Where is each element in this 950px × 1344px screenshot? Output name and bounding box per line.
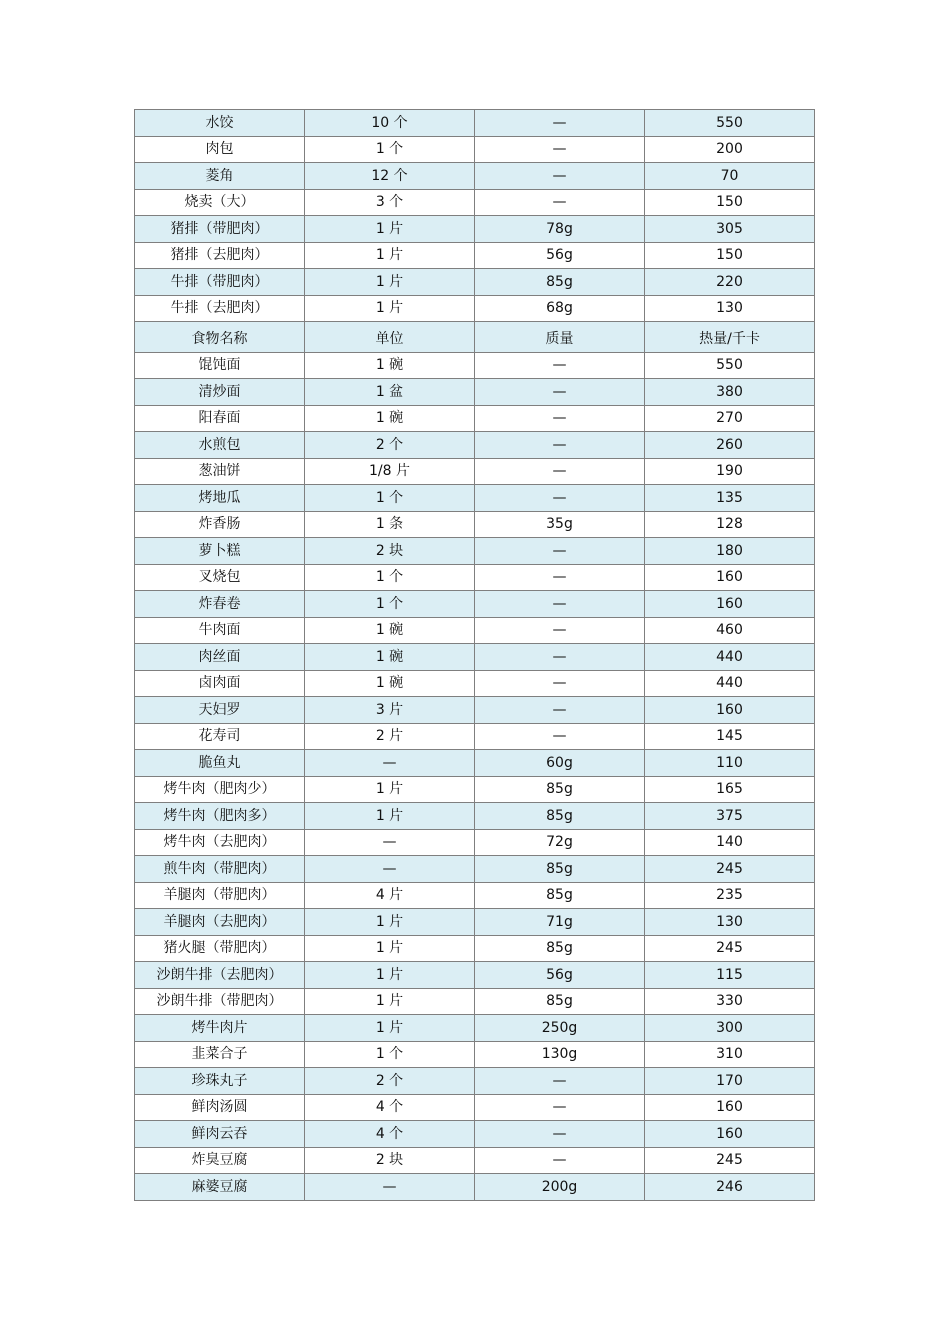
table-row [135, 216, 815, 243]
mass-cell: — [475, 352, 645, 379]
food-name-cell: 鲜肉汤圆 [135, 1094, 305, 1121]
table-row [135, 295, 815, 322]
food-name-cell: 沙朗牛排（带肥肉） [135, 988, 305, 1015]
unit-cell: — [305, 750, 475, 777]
mass-cell: — [475, 485, 645, 512]
food-name-cell: 馄饨面 [135, 352, 305, 379]
calorie-cell: 135 [645, 485, 815, 512]
mass-cell: — [475, 670, 645, 697]
mass-cell: — [475, 538, 645, 565]
food-name-cell: 烤牛肉（肥肉少） [135, 776, 305, 803]
column-header-unit: 单位 [305, 322, 475, 353]
table-row [135, 379, 815, 406]
table-row [135, 432, 815, 459]
food-name-cell: 猪排（带肥肉） [135, 216, 305, 243]
table-row [135, 617, 815, 644]
food-name-cell: 烤牛肉（肥肉多） [135, 803, 305, 830]
calorie-cell: 246 [645, 1174, 815, 1201]
calorie-cell: 180 [645, 538, 815, 565]
unit-cell: 10 个 [305, 110, 475, 137]
table-row [135, 935, 815, 962]
calorie-cell: 110 [645, 750, 815, 777]
mass-cell: — [475, 1068, 645, 1095]
table-row [135, 136, 815, 163]
mass-cell: 56g [475, 962, 645, 989]
column-header-kcal: 热量/千卡 [645, 322, 815, 353]
calorie-cell: 145 [645, 723, 815, 750]
calorie-cell: 190 [645, 458, 815, 485]
unit-cell: 1 碗 [305, 352, 475, 379]
food-name-cell: 麻婆豆腐 [135, 1174, 305, 1201]
calorie-cell: 245 [645, 856, 815, 883]
unit-cell: 1 个 [305, 591, 475, 618]
calorie-cell: 160 [645, 564, 815, 591]
calorie-cell: 130 [645, 295, 815, 322]
unit-cell: 1 片 [305, 803, 475, 830]
calorie-cell: 130 [645, 909, 815, 936]
table-row [135, 1147, 815, 1174]
calorie-cell: 140 [645, 829, 815, 856]
table-row [135, 352, 815, 379]
unit-cell: 1 片 [305, 295, 475, 322]
mass-cell: — [475, 136, 645, 163]
table-row [135, 163, 815, 190]
unit-cell: 1 碗 [305, 405, 475, 432]
unit-cell: 2 个 [305, 1068, 475, 1095]
calorie-cell: 550 [645, 352, 815, 379]
unit-cell: 1 碗 [305, 617, 475, 644]
mass-cell: — [475, 379, 645, 406]
table-row [135, 591, 815, 618]
table-header-row [135, 322, 815, 353]
food-name-cell: 肉丝面 [135, 644, 305, 671]
food-calorie-table [134, 109, 815, 1201]
mass-cell: 85g [475, 935, 645, 962]
table-row [135, 1094, 815, 1121]
mass-cell: — [475, 617, 645, 644]
unit-cell: 3 片 [305, 697, 475, 724]
mass-cell: — [475, 110, 645, 137]
food-name-cell: 猪火腿（带肥肉） [135, 935, 305, 962]
calorie-cell: 310 [645, 1041, 815, 1068]
unit-cell: 4 个 [305, 1094, 475, 1121]
food-name-cell: 阳春面 [135, 405, 305, 432]
food-name-cell: 水煎包 [135, 432, 305, 459]
food-name-cell: 鲜肉云吞 [135, 1121, 305, 1148]
mass-cell: 85g [475, 856, 645, 883]
table-row [135, 458, 815, 485]
table-row [135, 829, 815, 856]
food-name-cell: 牛排（带肥肉） [135, 269, 305, 296]
unit-cell: 1 片 [305, 962, 475, 989]
calorie-cell: 245 [645, 935, 815, 962]
mass-cell: — [475, 723, 645, 750]
mass-cell: — [475, 163, 645, 190]
unit-cell: 1 碗 [305, 670, 475, 697]
calorie-cell: 128 [645, 511, 815, 538]
table-row [135, 564, 815, 591]
food-name-cell: 韭菜合子 [135, 1041, 305, 1068]
calorie-cell: 150 [645, 242, 815, 269]
table-row [135, 670, 815, 697]
table-row [135, 909, 815, 936]
mass-cell: 56g [475, 242, 645, 269]
food-name-cell: 沙朗牛排（去肥肉） [135, 962, 305, 989]
mass-cell: 85g [475, 803, 645, 830]
food-name-cell: 羊腿肉（带肥肉） [135, 882, 305, 909]
unit-cell: 1 条 [305, 511, 475, 538]
food-name-cell: 烤牛肉片 [135, 1015, 305, 1042]
table-row [135, 1121, 815, 1148]
unit-cell: 1 片 [305, 242, 475, 269]
unit-cell: 2 片 [305, 723, 475, 750]
table-row [135, 511, 815, 538]
table-row [135, 1068, 815, 1095]
unit-cell: 1/8 片 [305, 458, 475, 485]
food-name-cell: 猪排（去肥肉） [135, 242, 305, 269]
calorie-cell: 160 [645, 1121, 815, 1148]
mass-cell: 250g [475, 1015, 645, 1042]
unit-cell: 1 片 [305, 1015, 475, 1042]
food-name-cell: 菱角 [135, 163, 305, 190]
unit-cell: 1 个 [305, 485, 475, 512]
calorie-cell: 300 [645, 1015, 815, 1042]
mass-cell: 72g [475, 829, 645, 856]
mass-cell: 68g [475, 295, 645, 322]
table-row [135, 1041, 815, 1068]
unit-cell: — [305, 829, 475, 856]
unit-cell: 1 片 [305, 935, 475, 962]
calorie-cell: 160 [645, 591, 815, 618]
mass-cell: — [475, 644, 645, 671]
unit-cell: 1 片 [305, 988, 475, 1015]
table-row [135, 697, 815, 724]
mass-cell: 71g [475, 909, 645, 936]
table-row [135, 882, 815, 909]
unit-cell: 1 片 [305, 269, 475, 296]
unit-cell: 2 个 [305, 432, 475, 459]
food-name-cell: 珍珠丸子 [135, 1068, 305, 1095]
mass-cell: — [475, 432, 645, 459]
food-name-cell: 煎牛肉（带肥肉） [135, 856, 305, 883]
calorie-cell: 440 [645, 644, 815, 671]
food-name-cell: 炸春卷 [135, 591, 305, 618]
calorie-cell: 160 [645, 697, 815, 724]
food-name-cell: 天妇罗 [135, 697, 305, 724]
food-name-cell: 清炒面 [135, 379, 305, 406]
food-name-cell: 羊腿肉（去肥肉） [135, 909, 305, 936]
table-row [135, 644, 815, 671]
calorie-cell: 270 [645, 405, 815, 432]
table-row [135, 803, 815, 830]
mass-cell: 85g [475, 988, 645, 1015]
food-name-cell: 牛排（去肥肉） [135, 295, 305, 322]
calorie-cell: 550 [645, 110, 815, 137]
calorie-cell: 375 [645, 803, 815, 830]
food-name-cell: 炸香肠 [135, 511, 305, 538]
calorie-cell: 460 [645, 617, 815, 644]
table-row [135, 485, 815, 512]
food-name-cell: 烧卖（大） [135, 189, 305, 216]
table-row [135, 269, 815, 296]
calorie-cell: 440 [645, 670, 815, 697]
food-name-cell: 炸臭豆腐 [135, 1147, 305, 1174]
unit-cell: 4 片 [305, 882, 475, 909]
calorie-cell: 380 [645, 379, 815, 406]
unit-cell: 1 碗 [305, 644, 475, 671]
food-name-cell: 烤牛肉（去肥肉） [135, 829, 305, 856]
unit-cell: 1 片 [305, 776, 475, 803]
unit-cell: 1 个 [305, 564, 475, 591]
food-name-cell: 萝卜糕 [135, 538, 305, 565]
food-name-cell: 水饺 [135, 110, 305, 137]
calorie-cell: 260 [645, 432, 815, 459]
unit-cell: 3 个 [305, 189, 475, 216]
mass-cell: — [475, 1094, 645, 1121]
food-name-cell: 脆鱼丸 [135, 750, 305, 777]
mass-cell: — [475, 697, 645, 724]
table-body [135, 110, 815, 1201]
calorie-cell: 165 [645, 776, 815, 803]
mass-cell: 130g [475, 1041, 645, 1068]
column-header-name: 食物名称 [135, 322, 305, 353]
unit-cell: 4 个 [305, 1121, 475, 1148]
calorie-cell: 170 [645, 1068, 815, 1095]
food-name-cell: 肉包 [135, 136, 305, 163]
mass-cell: — [475, 458, 645, 485]
table-row [135, 962, 815, 989]
food-name-cell: 花寿司 [135, 723, 305, 750]
calorie-cell: 200 [645, 136, 815, 163]
table-row [135, 750, 815, 777]
unit-cell: 1 片 [305, 216, 475, 243]
table-row [135, 856, 815, 883]
table-row [135, 776, 815, 803]
unit-cell: — [305, 856, 475, 883]
mass-cell: 60g [475, 750, 645, 777]
table-row [135, 189, 815, 216]
calorie-cell: 330 [645, 988, 815, 1015]
unit-cell: 12 个 [305, 163, 475, 190]
table-row [135, 110, 815, 137]
unit-cell: 1 盆 [305, 379, 475, 406]
table-row [135, 723, 815, 750]
table-row [135, 988, 815, 1015]
calorie-cell: 115 [645, 962, 815, 989]
table-row [135, 242, 815, 269]
mass-cell: 85g [475, 882, 645, 909]
mass-cell: — [475, 564, 645, 591]
unit-cell: 1 片 [305, 909, 475, 936]
calorie-cell: 235 [645, 882, 815, 909]
mass-cell: — [475, 189, 645, 216]
food-name-cell: 葱油饼 [135, 458, 305, 485]
calorie-cell: 305 [645, 216, 815, 243]
unit-cell: 1 个 [305, 136, 475, 163]
mass-cell: — [475, 1121, 645, 1148]
table-row [135, 1015, 815, 1042]
calorie-cell: 220 [645, 269, 815, 296]
mass-cell: — [475, 405, 645, 432]
table-row [135, 405, 815, 432]
mass-cell: 85g [475, 269, 645, 296]
mass-cell: 200g [475, 1174, 645, 1201]
unit-cell: 1 个 [305, 1041, 475, 1068]
mass-cell: 35g [475, 511, 645, 538]
calorie-cell: 245 [645, 1147, 815, 1174]
mass-cell: — [475, 591, 645, 618]
table-row [135, 1174, 815, 1201]
unit-cell: 2 块 [305, 1147, 475, 1174]
unit-cell: — [305, 1174, 475, 1201]
column-header-mass: 质量 [475, 322, 645, 353]
calorie-cell: 160 [645, 1094, 815, 1121]
calorie-cell: 150 [645, 189, 815, 216]
food-name-cell: 烤地瓜 [135, 485, 305, 512]
table-row [135, 538, 815, 565]
food-name-cell: 卤肉面 [135, 670, 305, 697]
mass-cell: 78g [475, 216, 645, 243]
food-name-cell: 牛肉面 [135, 617, 305, 644]
food-name-cell: 叉烧包 [135, 564, 305, 591]
mass-cell: 85g [475, 776, 645, 803]
calorie-cell: 70 [645, 163, 815, 190]
unit-cell: 2 块 [305, 538, 475, 565]
mass-cell: — [475, 1147, 645, 1174]
